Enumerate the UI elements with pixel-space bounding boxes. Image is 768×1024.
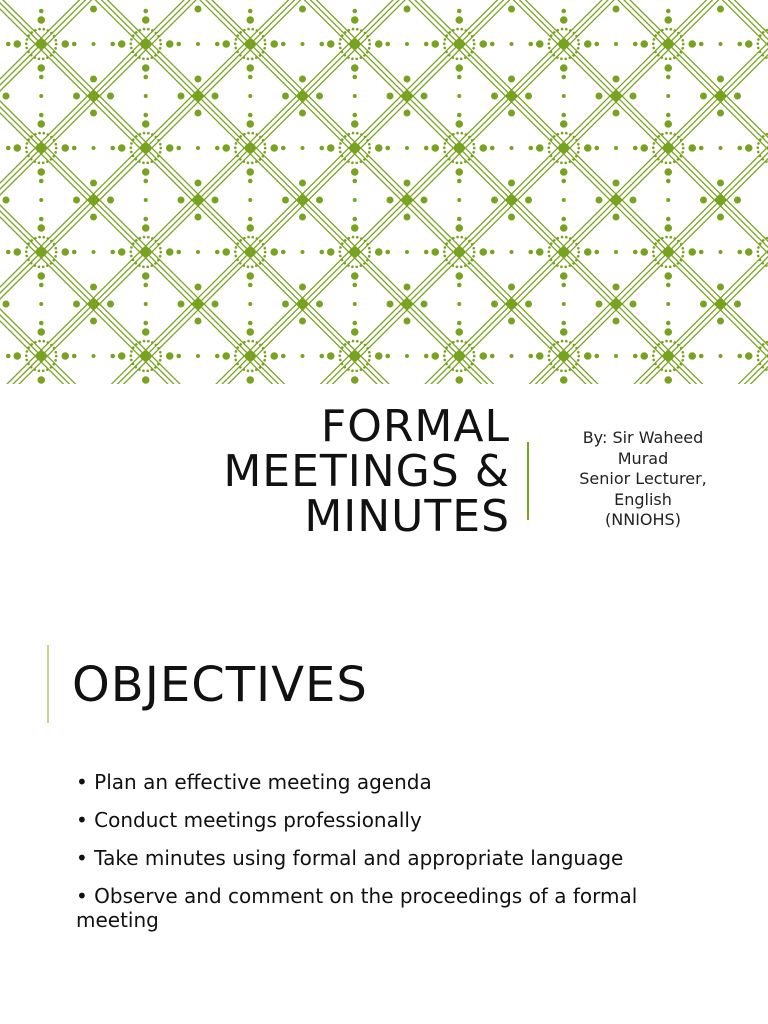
objectives-list [76,770,696,946]
title-line: MINUTES [304,491,510,542]
decorative-pattern-banner [0,0,768,384]
author-line: (NNIOHS) [605,510,681,529]
presentation-title [90,401,510,542]
objective-item: • Plan an effective meeting agenda [76,770,696,794]
author-line: By: Sir Waheed [582,428,704,447]
objective-item: • Conduct meetings professionally [76,808,696,832]
title-line: FORMAL [320,401,510,452]
objective-item: • Observe and comment on the proceedings of a formal meeting [76,884,696,932]
author-line: Murad [617,448,669,468]
author-line: Senior Lecturer, [579,469,707,488]
objectives-heading: OBJECTIVES [72,657,368,713]
title-divider-line [527,442,529,520]
objectives-accent-line [47,645,49,723]
objective-item: • Take minutes using formal and appropriate language [76,846,696,870]
author-info [563,428,723,531]
title-line: MEETINGS & [223,446,510,497]
author-line: English [614,489,672,509]
